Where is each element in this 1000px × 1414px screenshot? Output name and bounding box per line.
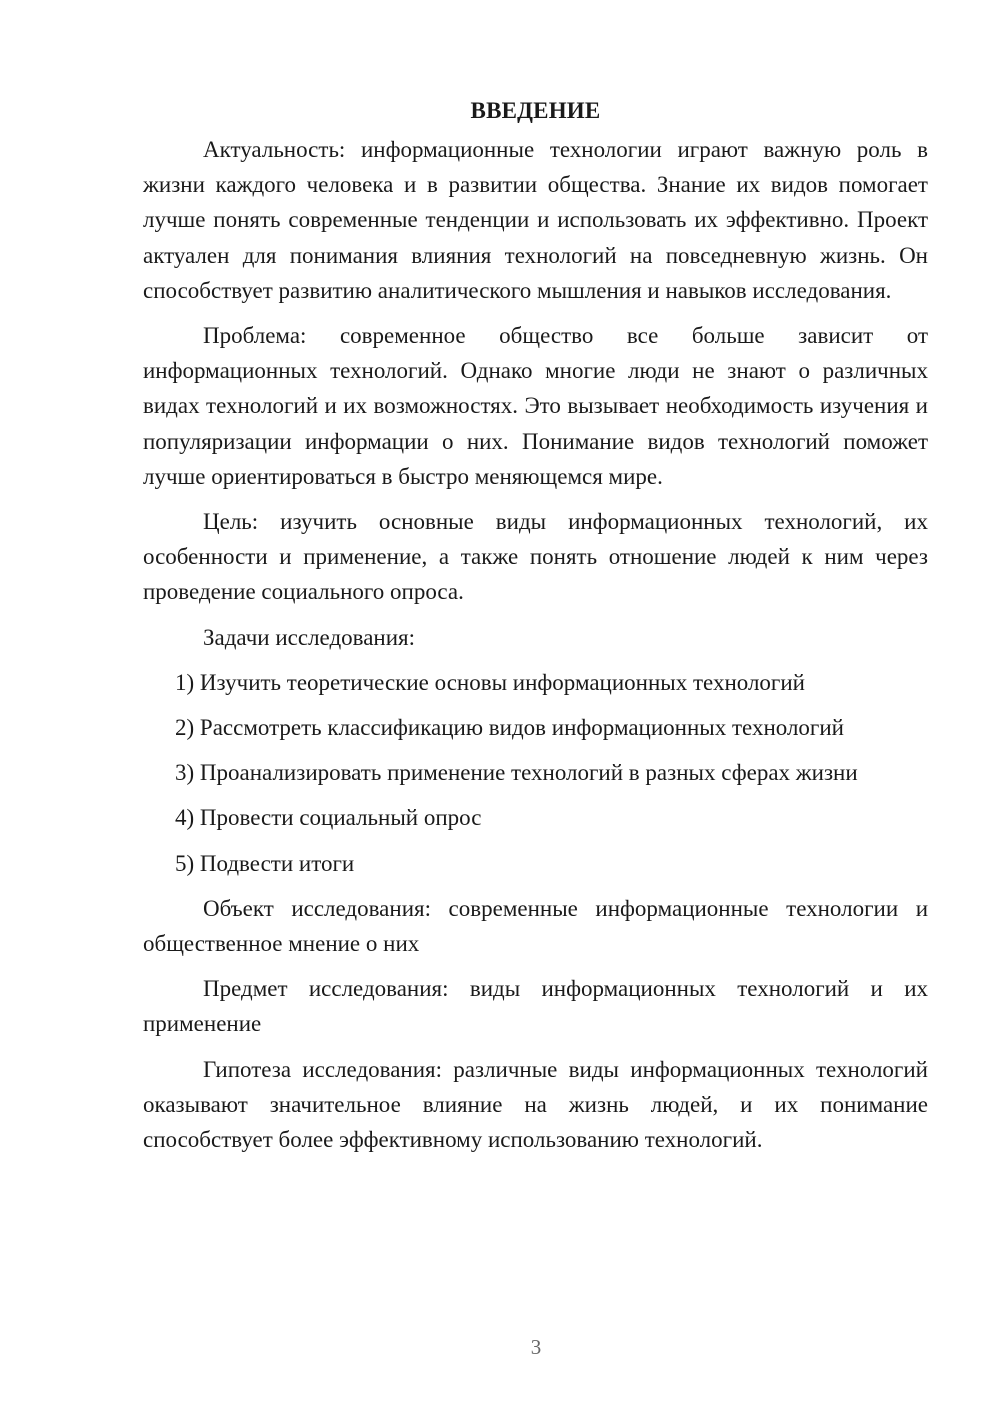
page-number: 3 bbox=[530, 1335, 542, 1359]
list-item: 4) Провести социальный опрос bbox=[175, 805, 482, 831]
object-paragraph: Объект исследования: современные информационные технологии и общественное мнение о них bbox=[143, 895, 928, 957]
list-item: 3) Проанализировать применение технологий в разных сферах жизни bbox=[175, 760, 858, 786]
document-page bbox=[143, 96, 928, 1167]
tasks-label: Задачи исследования: bbox=[203, 624, 416, 650]
hypothesis-paragraph: Гипотеза исследования: различные виды информационных технологий оказывают значительное влияние на жизнь людей, и их понимание способствует более эффективному использованию технологий. bbox=[143, 1056, 928, 1153]
section-heading: ВВЕДЕНИЕ bbox=[470, 98, 601, 123]
tasks-list bbox=[143, 665, 928, 881]
goal-paragraph: Цель: изучить основные виды информационных технологий, их особенности и применение, а также понять отношение людей к ним через проведение социального опроса. bbox=[143, 509, 928, 605]
problem-paragraph: Проблема: современное общество все больше зависит от информационных технологий. Однако многие люди не знают о различных видах технологий и их возможностях. Это вызывает необходимость изучения и популяризации информации о них. Понимание видов технологий поможет лучше ориентироваться в быстро меняющемся мире. bbox=[143, 323, 928, 489]
list-item: 1) Изучить теоретические основы информационных технологий bbox=[175, 669, 805, 695]
list-item: 2) Рассмотреть классификацию видов информационных технологий bbox=[175, 715, 844, 741]
list-item: 5) Подвести итоги bbox=[175, 850, 355, 876]
relevance-paragraph: Актуальность: информационные технологии играют важную роль в жизни каждого человека и в развитии общества. Знание их видов помогает лучше понять современные тенденции и использовать их эффективно. Проект актуален для понимания влияния технологий на повседневную жизнь. Он способствует развитию аналитического мышления и навыков исследования. bbox=[143, 137, 928, 303]
subject-paragraph: Предмет исследования: виды информационных технологий и их применение bbox=[143, 976, 928, 1037]
